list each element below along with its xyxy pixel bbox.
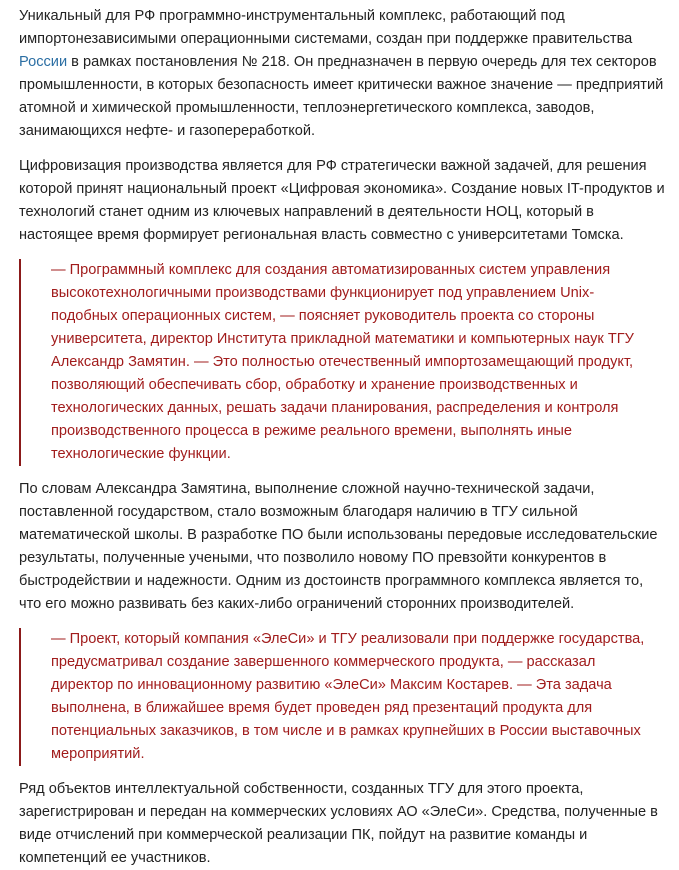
paragraph-math-school: По словам Александра Замятина, выполнение сложной научно-технической задачи, поставленной государством, стало возможным благодаря наличию в ТГУ сильной математической школы. В разработке ПО были использованы передовые исследовательские результаты, полученные учеными, что позволило новому ПО превзойти конкурентов в быстродействии и надежности. Одним из достоинств программного комплекса является то, что его можно развивать без каких-либо ограничений сторонних производителей.	[19, 481, 658, 612]
paragraph-intellectual-property: Ряд объектов интеллектуальной собственности, созданных ТГУ для этого проекта, зарегистрирован и передан на коммерческих условиях АО «ЭлеСи». Средства, полученные в виде отчислений при коммерческой реализации ПК, пойдут на развитие команды и компетенций ее участников.	[19, 781, 658, 866]
quote-zamyatin	[19, 259, 667, 466]
paragraph-intro-text-end: в рамках постановления № 218. Он предназначен в первую очередь для тех секторов промышленности, в которых безопасность имеет критически важное значение — предприятий атомной и химической промышленности, теплоэнергетического комплекса, заводов, занимающихся нефте- и газопереработкой.	[19, 54, 664, 139]
quote-kostarev	[19, 628, 667, 766]
russia-link[interactable]: России	[19, 54, 68, 70]
paragraph-intro	[19, 5, 667, 143]
quote-kostarev-text: — Проект, который компания «ЭлеСи» и ТГУ реализовали при поддержке государства, предусматривал создание завершенного коммерческого продукта, — рассказал директор по инновационному развитию «ЭлеСи» Максим Костарев. — Эта задача выполнена, в ближайшее время будет проведен ряд презентаций продукта для потенциальных заказчиков, в том числе и в рамках крупнейших в России выставочных мероприятий.	[51, 631, 645, 762]
paragraph-digitalization: Цифровизация производства является для РФ стратегически важной задачей, для решения которой принят национальный проект «Цифровая экономика». Создание новых IT-продуктов и технологий станет одним из ключевых направлений в деятельности НОЦ, который в настоящее время формирует региональная власть совместно с университетами Томска.	[19, 158, 665, 243]
quote-zamyatin-text: — Программный комплекс для создания автоматизированных систем управления высокотехнологичными производствами функционирует под управлением Unix-подобных операционных систем, — поясняет руководитель проекта со стороны университета, директор Института прикладной математики и компьютерных наук ТГУ Александр Замятин. — Это полностью отечественный импортозамещающий продукт, позволяющий обеспечивать сбор, обработку и хранение производственных и технологических данных, решать задачи планирования, распределения и контроля производственного процесса в режиме реального времени, выполнять иные технологические функции.	[51, 262, 634, 462]
paragraph-intro-text-start: Уникальный для РФ программно-инструментальный комплекс, работающий под импортонезависимыми операционными системами, создан при поддержке правительства	[19, 8, 633, 47]
